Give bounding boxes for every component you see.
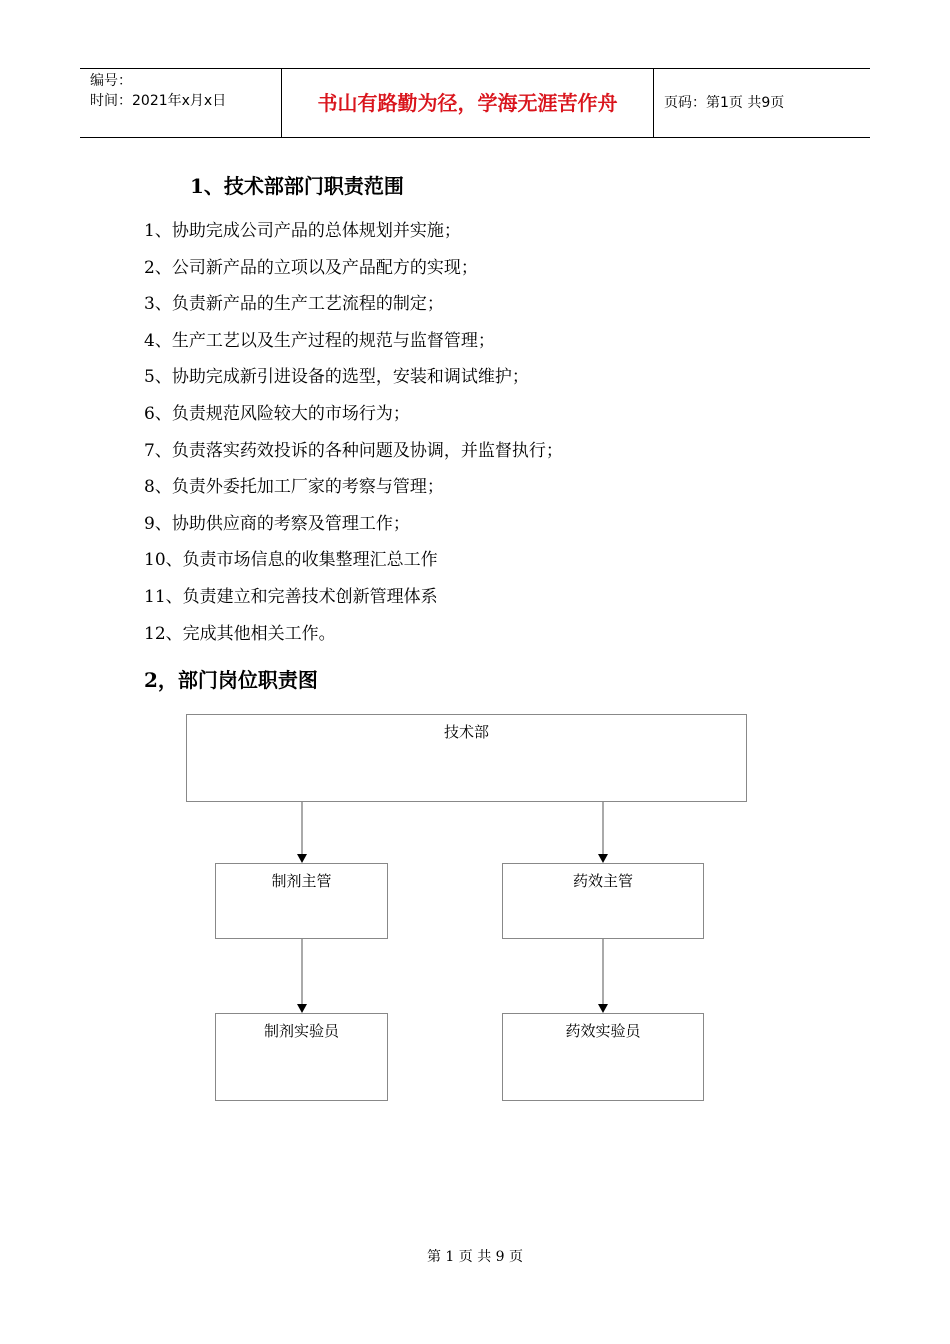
arrowhead-icon	[598, 854, 608, 863]
org-node-root: 技术部	[186, 714, 747, 802]
arrowhead-icon	[297, 1004, 307, 1013]
duty-item: 2、公司新产品的立项以及产品配方的实现；	[144, 257, 478, 278]
org-node-staff-right: 药效实验员	[502, 1013, 704, 1101]
section1-title: 1、技术部部门职责范围	[190, 174, 404, 198]
header-motto: 书山有路勤为径，学海无涯苦作舟	[281, 69, 654, 137]
duty-item: 1、协助完成公司产品的总体规划并实施；	[144, 221, 461, 241]
duty-item: 8、负责外委托加工厂家的考察与管理；	[144, 477, 444, 498]
header-page-info: 页码：第1页 共9页	[664, 95, 785, 111]
number-label: 编号：	[90, 73, 132, 89]
duty-item: 6、负责规范风险较大的市场行为；	[144, 403, 410, 424]
page-footer: 第 1 页 共 9 页	[426, 1249, 524, 1265]
time-label: 时间：2021年x月x日	[90, 93, 227, 109]
duty-item: 5、协助完成新引进设备的选型，安装和调试维护；	[144, 367, 529, 388]
section2-title: 2，部门岗位职责图	[144, 668, 318, 692]
duty-item: 3、负责新产品的生产工艺流程的制定；	[144, 294, 444, 315]
duty-item: 12、完成其他相关工作。	[144, 623, 336, 644]
duty-item: 4、生产工艺以及生产过程的规范与监督管理；	[144, 330, 495, 351]
duty-item: 11、负责建立和完善技术创新管理体系	[144, 586, 438, 607]
duty-item: 9、协助供应商的考察及管理工作；	[144, 513, 410, 534]
arrowhead-icon	[598, 1004, 608, 1013]
org-node-mgr-left: 制剂主管	[215, 863, 388, 939]
org-node-staff-left: 制剂实验员	[215, 1013, 388, 1101]
org-node-mgr-right: 药效主管	[502, 863, 704, 939]
duty-item: 7、负责落实药效投诉的各种问题及协调，并监督执行；	[144, 440, 563, 461]
duty-item: 10、负责市场信息的收集整理汇总工作	[144, 550, 438, 571]
arrowhead-icon	[297, 854, 307, 863]
